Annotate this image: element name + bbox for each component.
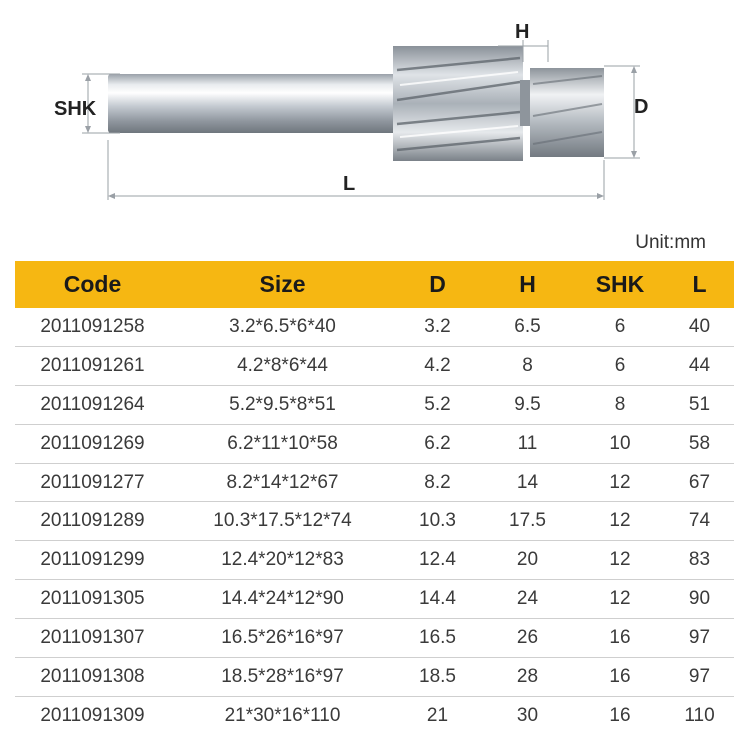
cell-d: 18.5 [395, 658, 480, 697]
cell-size: 3.2*6.5*6*40 [170, 308, 395, 346]
cell-shk: 12 [575, 541, 665, 580]
cell-l: 83 [665, 541, 734, 580]
cell-code: 2011091277 [15, 463, 170, 502]
cell-shk: 16 [609, 704, 631, 726]
cell-size: 14.4*24*12*90 [170, 580, 395, 619]
cell-l: 110 [684, 704, 715, 726]
table-row [15, 463, 734, 502]
table-row [15, 541, 734, 580]
table-row [15, 696, 734, 734]
d-label: D [634, 96, 649, 118]
cell-shk: 16 [575, 619, 665, 658]
cell-h: 24 [480, 580, 575, 619]
col-header-size: Size [170, 261, 395, 308]
tool-diagram [0, 0, 750, 230]
cell-size: 5.2*9.5*8*51 [170, 385, 395, 424]
shank [108, 74, 398, 133]
cell-code: 2011091264 [15, 385, 170, 424]
cell-h: 8 [480, 346, 575, 385]
cell-shk: 16 [575, 658, 665, 697]
col-header-code: Code [15, 261, 170, 308]
cell-h: 28 [480, 658, 575, 697]
cell-h: 30 [516, 704, 539, 726]
cell-l: 90 [665, 580, 734, 619]
table-row [15, 346, 734, 385]
h-label: H [515, 21, 530, 43]
col-header-d: D [395, 261, 480, 308]
table-row [15, 658, 734, 697]
cell-d: 12.4 [395, 541, 480, 580]
table-row [15, 424, 734, 463]
unit-label: Unit:mm [635, 232, 706, 253]
cell-shk: 8 [575, 385, 665, 424]
cell-shk: 6 [575, 308, 665, 346]
pilot [530, 68, 604, 157]
cell-l: 40 [665, 308, 734, 346]
cell-l: 51 [665, 385, 734, 424]
cell-size: 8.2*14*12*67 [170, 463, 395, 502]
cell-d: 4.2 [395, 346, 480, 385]
cell-shk: 12 [575, 463, 665, 502]
cell-shk: 10 [575, 424, 665, 463]
cell-shk: 12 [575, 502, 665, 541]
cell-d: 3.2 [395, 308, 480, 346]
cell-code: 2011091305 [15, 580, 170, 619]
cell-l: 58 [665, 424, 734, 463]
cell-h: 9.5 [480, 385, 575, 424]
cell-size: 6.2*11*10*58 [170, 424, 395, 463]
cell-h: 20 [480, 541, 575, 580]
cell-h: 26 [480, 619, 575, 658]
cell-d: 10.3 [395, 502, 480, 541]
cell-d: 16.5 [395, 619, 480, 658]
table-row [15, 502, 734, 541]
cell-code: 2011091307 [15, 619, 170, 658]
table-row [15, 580, 734, 619]
shk-label: SHK [54, 98, 97, 120]
col-header-h: H [480, 261, 575, 308]
cell-l: 74 [665, 502, 734, 541]
cell-size: 4.2*8*6*44 [170, 346, 395, 385]
cell-l: 67 [665, 463, 734, 502]
cell-size: 18.5*28*16*97 [170, 658, 395, 697]
cell-size: 12.4*20*12*83 [170, 541, 395, 580]
cell-h: 17.5 [480, 502, 575, 541]
cell-code: 2011091299 [15, 541, 170, 580]
cell-code: 2011091309 [40, 704, 145, 726]
cell-code: 2011091269 [15, 424, 170, 463]
cell-code: 2011091258 [15, 308, 170, 346]
cell-shk: 12 [575, 580, 665, 619]
cell-d: 5.2 [395, 385, 480, 424]
table-row [15, 308, 734, 346]
table-row [15, 619, 734, 658]
cell-d: 14.4 [395, 580, 480, 619]
cell-d: 6.2 [395, 424, 480, 463]
cell-h: 14 [480, 463, 575, 502]
cell-h: 6.5 [480, 308, 575, 346]
cell-h: 11 [480, 424, 575, 463]
cell-code: 2011091308 [15, 658, 170, 697]
cell-code: 2011091289 [15, 502, 170, 541]
cell-size: 16.5*26*16*97 [170, 619, 395, 658]
col-header-l: L [665, 261, 734, 308]
cell-code: 2011091261 [15, 346, 170, 385]
cell-l: 44 [665, 346, 734, 385]
spec-table [15, 261, 734, 735]
cell-d: 21 [426, 704, 449, 726]
cell-l: 97 [665, 658, 734, 697]
table-header-row [15, 261, 734, 308]
cell-l: 97 [665, 619, 734, 658]
cell-size: 21*30*16*110 [224, 704, 341, 726]
cell-shk: 6 [575, 346, 665, 385]
cell-d: 8.2 [395, 463, 480, 502]
l-label: L [343, 173, 356, 195]
cell-size: 10.3*17.5*12*74 [170, 502, 395, 541]
table-row [15, 385, 734, 424]
col-header-shk: SHK [575, 261, 665, 308]
